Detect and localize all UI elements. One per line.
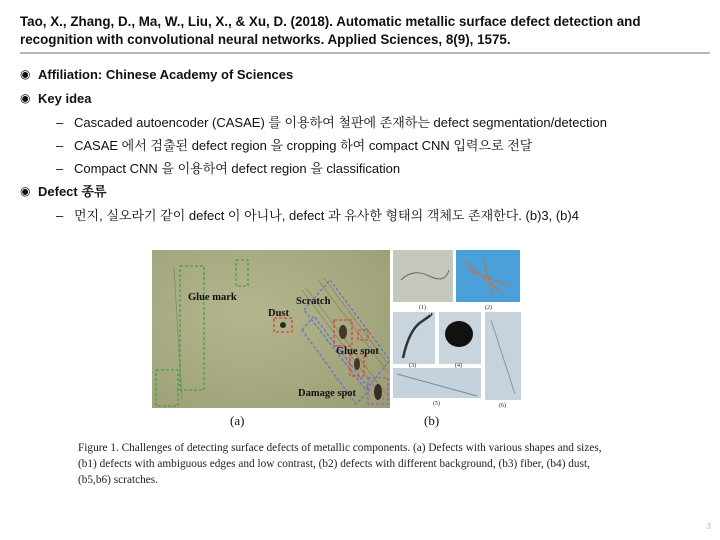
sub-label-1: (1) (419, 305, 426, 311)
bullet-label: Defect 종류 (38, 184, 107, 199)
label-glue-spot: Glue spot (336, 346, 379, 357)
label-damage-spot: Damage spot (298, 388, 357, 399)
label-dust: Dust (268, 308, 290, 319)
sub-label-3: (3) (409, 363, 416, 369)
title-divider (20, 52, 710, 54)
defect-figure (152, 250, 522, 430)
bullet-icon: ◉ (20, 67, 31, 81)
slide-title: Tao, X., Zhang, D., Ma, W., Liu, X., & Xu, D. (2018). Automatic metallic surface defect detection and recognition with convolutional neural networks. Applied Sciences, 8(9), 1575. (20, 14, 641, 47)
bullet-key-idea (20, 90, 710, 107)
defect-examples-illustration (393, 250, 522, 408)
bullet-icon: ◉ (20, 184, 31, 198)
dash-icon: – (56, 115, 64, 130)
sub-bullet (20, 137, 710, 154)
label-glue-mark: Glue mark (188, 292, 237, 303)
dash-icon: – (56, 161, 64, 176)
bullet-defect-types (20, 183, 710, 200)
figure-panel-b (393, 250, 522, 408)
sub-bullet-text: 먼지, 실오라기 같이 defect 이 아니나, defect 과 유사한 형태의 객체도 존재한다. (b)3, (b)4 (74, 208, 579, 223)
panel-a-label: (a) (230, 413, 245, 428)
metal-surface-illustration (152, 250, 390, 408)
sub-bullet (20, 114, 710, 131)
bullet-list (20, 66, 710, 230)
sub-bullet-text: Compact CNN 을 이용하여 defect region 을 classification (74, 161, 401, 176)
bullet-label: Key idea (38, 91, 92, 106)
sub-bullet-text: CASAE 에서 검출된 defect region 을 cropping 하여 compact CNN 입력으로 전달 (74, 138, 533, 153)
sub-bullet (20, 207, 710, 224)
label-scratch: Scratch (296, 296, 331, 307)
sub-label-6: (6) (499, 403, 506, 408)
sub-label-5: (5) (433, 401, 440, 407)
sub-bullet-text: Cascaded autoencoder (CASAE) 를 이용하여 철판에 존재하는 defect segmentation/detection (74, 115, 607, 130)
panel-b-label: (b) (424, 413, 440, 428)
figure-panel-a (152, 250, 390, 408)
page-number: 3 (706, 522, 711, 531)
sub-label-2: (2) (485, 305, 492, 311)
dash-icon: – (56, 208, 64, 223)
bullet-icon: ◉ (20, 91, 31, 105)
sub-bullet (20, 160, 710, 177)
sub-label-4: (4) (455, 363, 462, 369)
bullet-affiliation (20, 66, 710, 83)
bullet-label: Affiliation: Chinese Academy of Sciences (38, 67, 294, 82)
dash-icon: – (56, 138, 64, 153)
figure-caption: Figure 1. Challenges of detecting surface defects of metallic components. (a) Defects with various shapes and sizes, (b1) defects with ambiguous edges and low contrast, (b2) defects with different background, (b3) fiber, (b4) dust, (b5,b6) scratches. (78, 442, 602, 486)
